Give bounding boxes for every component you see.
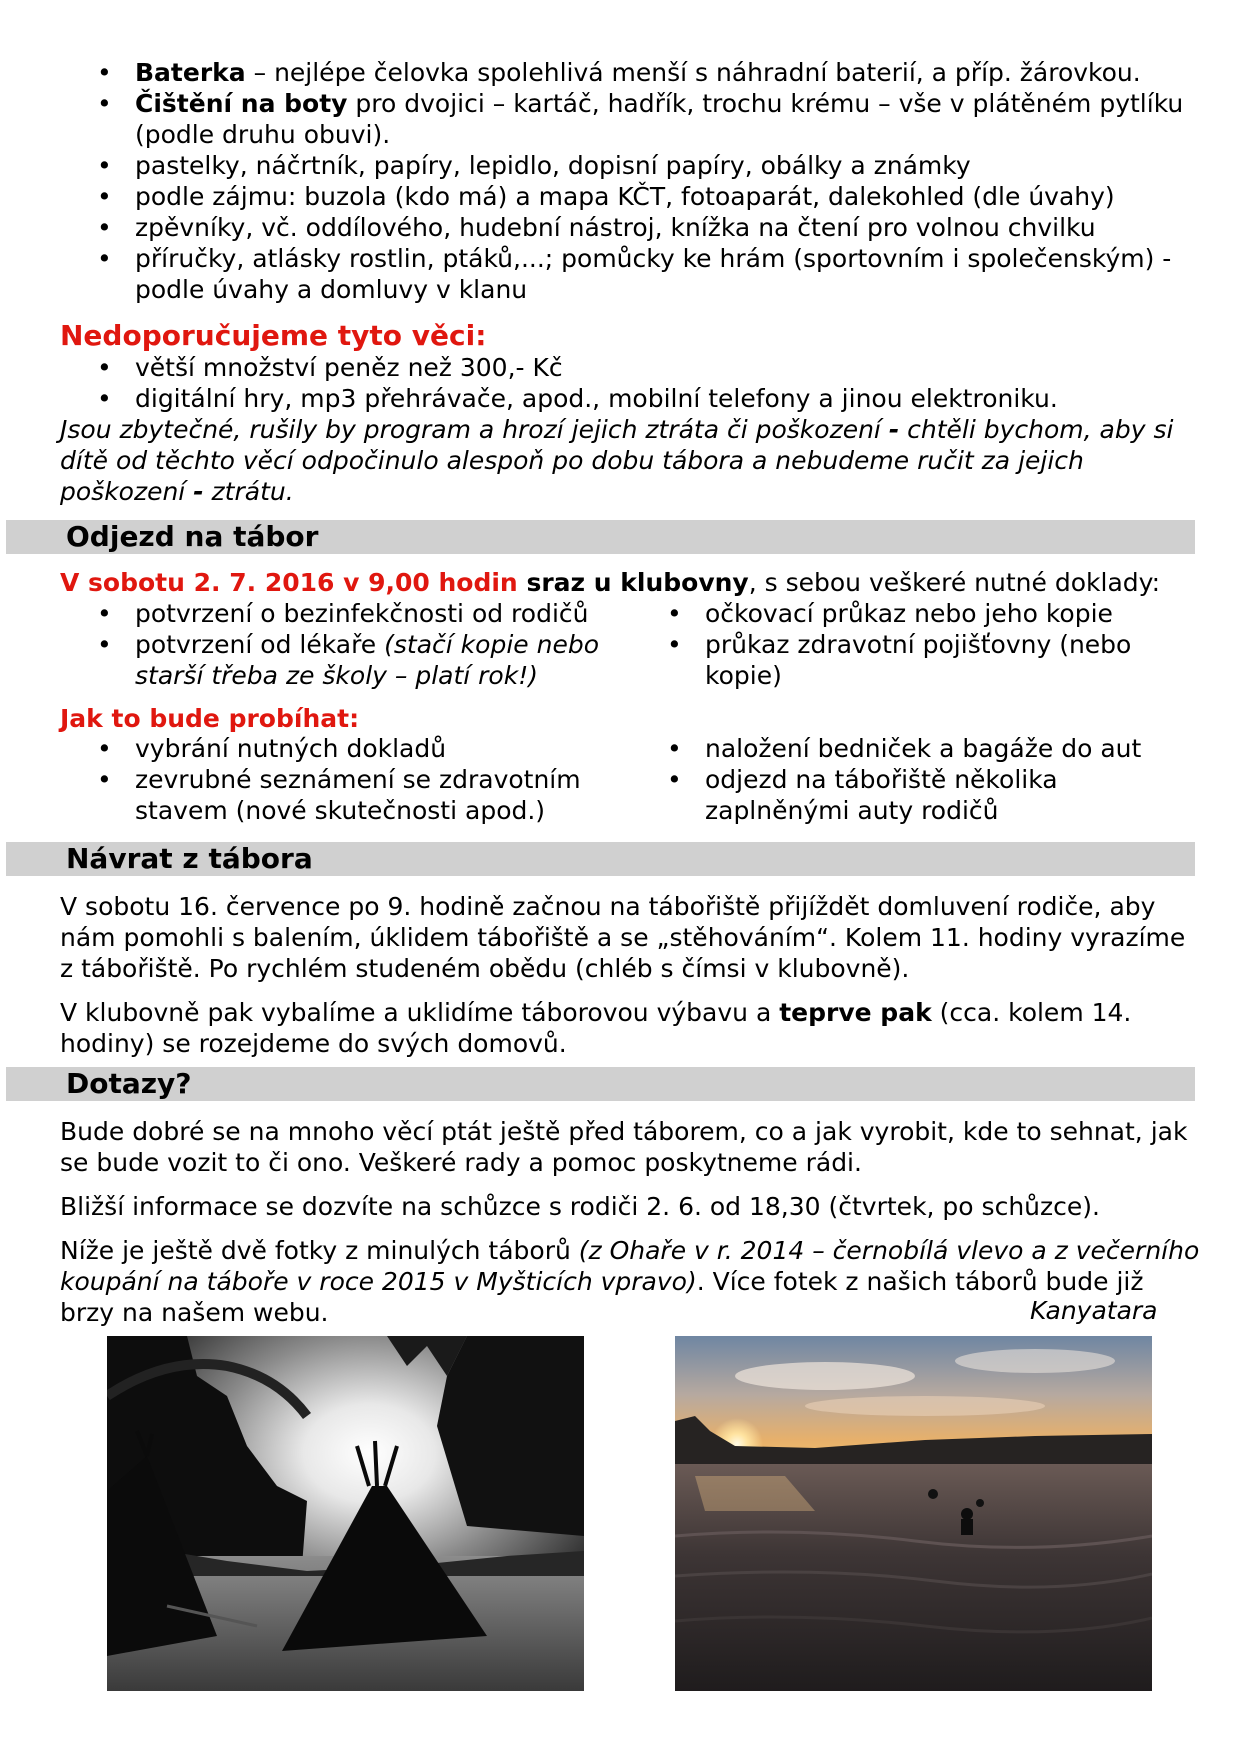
list-item: • digitální hry, mp3 přehrávače, apod., mobilní telefony a jinou elektroniku. [60, 383, 1190, 414]
documents-right [630, 598, 1190, 691]
section-title: Návrat z tábora [66, 842, 313, 875]
list-item: • vybrání nutných dokladů [60, 733, 620, 764]
list-item: • potvrzení od lékaře (stačí kopie nebo starší třeba ze školy – platí rok!) [60, 629, 620, 691]
not-recommended-list [60, 352, 1190, 414]
lake-photo-graphic [675, 1336, 1152, 1691]
questions-text: Bude dobré se na mnoho věcí ptát ještě před táborem, co a jak vyrobit, kde to sehnat, jak se bude vozit to či ono. Veškeré rady a pomoc poskytneme rádi. Bližší informace se dozvíte na schůzce s rodiči 2. 6. od 18,30 (čtvrtek, po schůzce). Níže je ještě dvě fotky z minulých táborů (z Ohaře v r. 2014 – černobílá vlevo a z večerního koupání na táboře v roce 2015 v Myšticích vpravo). Více fotek z našich táborů bude již brzy na našem webu. [60, 1117, 1200, 1327]
section-title: Dotazy? [66, 1067, 192, 1100]
process-heading: Jak to bude probíhat: [60, 704, 360, 733]
tipi-photo-graphic [107, 1336, 584, 1691]
departure-intro: V sobotu 2. 7. 2016 v 9,00 hodin sraz u klubovny, s sebou veškeré nutné doklady: [60, 568, 1161, 597]
list-item: • průkaz zdravotní pojišťovny (nebo kopie) [630, 629, 1190, 691]
process-left [60, 733, 620, 826]
section-bar-return [6, 842, 1195, 876]
list-item: • pastelky, náčrtník, papíry, lepidlo, dopisní papíry, obálky a známky [60, 150, 1190, 181]
equipment-list [60, 57, 1190, 305]
list-item: • naložení bedniček a bagáže do aut [630, 733, 1190, 764]
section-title: Odjezd na tábor [66, 520, 319, 553]
photo-lake-sunset [675, 1336, 1152, 1691]
documents-left [60, 598, 620, 691]
signature: Kanyatara [1030, 1296, 1158, 1325]
return-text: V sobotu 16. července po 9. hodině začnou na tábořiště přijíždět domluvení rodiče, aby nám pomohli s balením, úklidem tábořiště a se „stěhováním“. Kolem 11. hodiny vyrazíme z tábořiště. Po rychlém studeném obědu (chléb s čímsi v klubovně). V klubovně pak vybalíme a uklidíme táborovou výbavu a teprve pak (cca. kolem 14. hodiny) se rozejdeme do svých domovů. [60, 892, 1186, 1058]
list-item: • Čištění na boty pro dvojici – kartáč, hadřík, trochu krému – vše v plátěném pytlíku (podle druhu obuvi). [60, 88, 1190, 150]
list-item: • Baterka – nejlépe čelovka spolehlivá menší s náhradní baterií, a příp. žárovkou. [60, 57, 1190, 88]
list-item: • zpěvníky, vč. oddílového, hudební nástroj, knížka na čtení pro volnou chvilku [60, 212, 1190, 243]
list-item: • potvrzení o bezinfekčnosti od rodičů [60, 598, 620, 629]
not-recommended-heading: Nedoporučujeme tyto věci: [60, 319, 487, 352]
list-item: • podle zájmu: buzola (kdo má) a mapa KČT, fotoaparát, dalekohled (dle úvahy) [60, 181, 1190, 212]
section-bar-questions [6, 1067, 1195, 1101]
photo-tipi-bw [107, 1336, 584, 1691]
list-item: • odjezd na tábořiště několika zaplněnými auty rodičů [630, 764, 1190, 826]
list-item: • zevrubné seznámení se zdravotním stavem (nové skutečnosti apod.) [60, 764, 620, 826]
section-bar-departure [6, 520, 1195, 554]
list-item: • příručky, atlásky rostlin, ptáků,...; pomůcky ke hrám (sportovním i společenským) - podle úvahy a domluvy v klanu [60, 243, 1190, 305]
not-recommended-note: Jsou zbytečné, rušily by program a hrozí jejich ztráta či poškození - chtěli bychom, aby si dítě od těchto věcí odpočinulo alespoň po dobu tábora a nebudeme ručit za jejich poškození - ztrátu. [60, 415, 1174, 506]
process-right [630, 733, 1190, 826]
list-item: • očkovací průkaz nebo jeho kopie [630, 598, 1190, 629]
list-item: • větší množství peněz než 300,- Kč [60, 352, 1190, 383]
